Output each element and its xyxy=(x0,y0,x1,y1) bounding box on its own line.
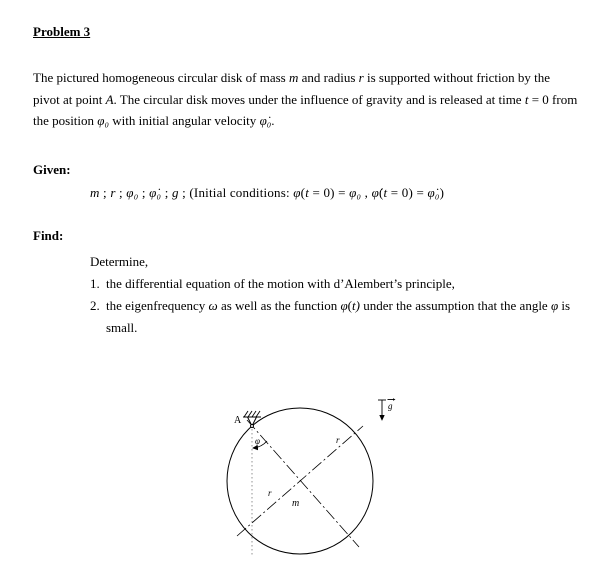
gravity-label: g xyxy=(388,400,393,411)
point-a-label: A xyxy=(234,414,242,426)
item-number-2: 2. xyxy=(90,297,100,313)
item-number-1: 1. xyxy=(90,275,100,291)
given-heading: Given: xyxy=(33,161,71,177)
disk-figure xyxy=(214,393,424,567)
item-text-1: the differential equation of the motion with d’Alembert’s principle, xyxy=(106,275,455,291)
item-text-2: the eigenfrequency ω as well as the function φ(t) under the assumption that the angle φ is small. xyxy=(106,297,571,335)
find-block xyxy=(90,251,582,339)
determine-label: Determine, xyxy=(90,253,149,269)
page-title: Problem 3 xyxy=(33,24,91,39)
radius-label-upper: r xyxy=(336,434,340,445)
find-item-2 xyxy=(90,295,582,339)
mass-label: m xyxy=(292,497,300,509)
gravity-vector xyxy=(378,398,396,420)
find-heading: Find: xyxy=(33,227,64,243)
document-page xyxy=(30,24,582,567)
pivot-pin-icon xyxy=(251,424,254,427)
disk-diagram xyxy=(214,393,424,567)
given-values: m ; r ; φ₀ ; φ̇₀ ; g ; (Initial conditions: φ(t = 0) = φ₀ , φ̇(t = 0) = φ̇₀) xyxy=(90,184,445,200)
pivot-hatching xyxy=(243,411,261,417)
radius-label-lower: r xyxy=(268,487,272,498)
problem-statement: The pictured homogeneous circular disk of mass m and radius r is supported without friction by the pivot at point A. The circular disk moves under the influence of gravity and is released at time t = 0 from the position φ₀ with initial angular velocity φ̇₀. xyxy=(33,70,578,128)
phi-label: φ xyxy=(255,435,260,446)
gravity-vector-arrow-glyph xyxy=(393,398,396,400)
find-item-1 xyxy=(90,273,582,295)
pivot-support xyxy=(243,411,261,428)
diameter-line-through-pivot xyxy=(247,420,359,547)
